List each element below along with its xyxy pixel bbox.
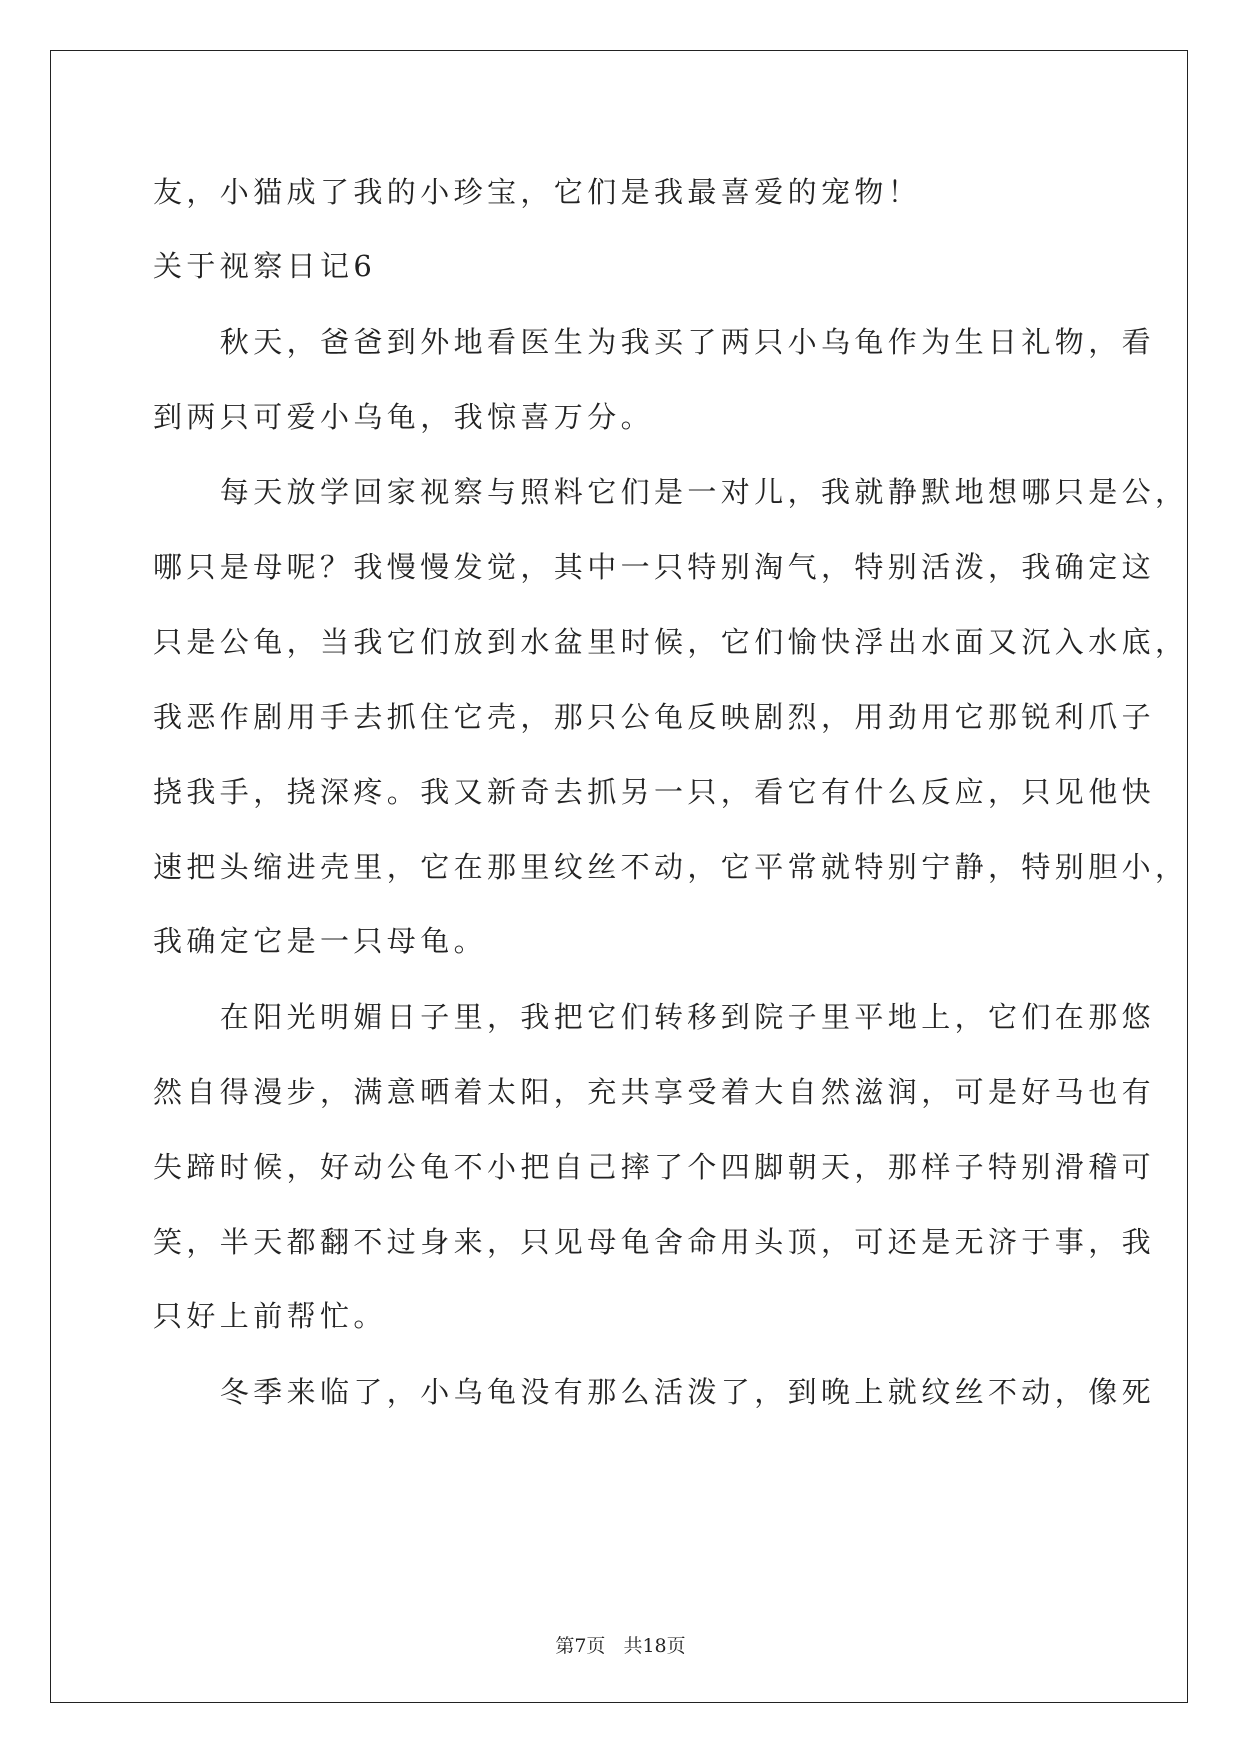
page-total: 共18页 <box>623 1635 686 1657</box>
page-number: 第7页 <box>555 1635 606 1657</box>
text-line: 冬季来临了，小乌龟没有那么活泼了，到晚上就纹丝不动，像死 <box>153 1375 1156 1409</box>
text-line: 只好上前帮忙。 <box>153 1299 387 1333</box>
text-line: 哪只是母呢？我慢慢发觉，其中一只特别淘气，特别活泼，我确定这 <box>153 550 1156 584</box>
text-line: 我确定它是一只母龟。 <box>153 924 488 958</box>
text-line: 秋天，爸爸到外地看医生为我买了两只小乌龟作为生日礼物，看 <box>153 325 1156 359</box>
text-line: 失蹄时候，好动公龟不小把自己摔了个四脚朝天，那样子特别滑稽可 <box>153 1150 1156 1184</box>
text-line: 笑，半天都翻不过身来，只见母龟舍命用头顶，可还是无济于事，我 <box>153 1225 1156 1259</box>
text-line: 到两只可爱小乌龟，我惊喜万分。 <box>153 400 655 434</box>
page-footer <box>0 1634 1241 1658</box>
text-line: 我恶作剧用手去抓住它壳，那只公龟反映剧烈，用劲用它那锐利爪子 <box>153 700 1156 734</box>
text-line: 速把头缩进壳里，它在那里纹丝不动，它平常就特别宁静，特别胆小， <box>153 850 1189 884</box>
text-line: 挠我手，挠深疼。我又新奇去抓另一只，看它有什么反应，只见他快 <box>153 775 1156 809</box>
text-line: 在阳光明媚日子里，我把它们转移到院子里平地上，它们在那悠 <box>153 1000 1156 1034</box>
text-line: 然自得漫步，满意晒着太阳，充共享受着大自然滋润，可是好马也有 <box>153 1075 1156 1109</box>
text-line: 只是公龟，当我它们放到水盆里时候，它们愉快浮出水面又沉入水底， <box>153 625 1189 659</box>
text-line: 每天放学回家视察与照料它们是一对儿，我就静默地想哪只是公， <box>153 475 1189 509</box>
section-heading: 关于视察日记6 <box>153 249 377 283</box>
text-line: 友，小猫成了我的小珍宝，它们是我最喜爱的宠物！ <box>153 175 922 209</box>
